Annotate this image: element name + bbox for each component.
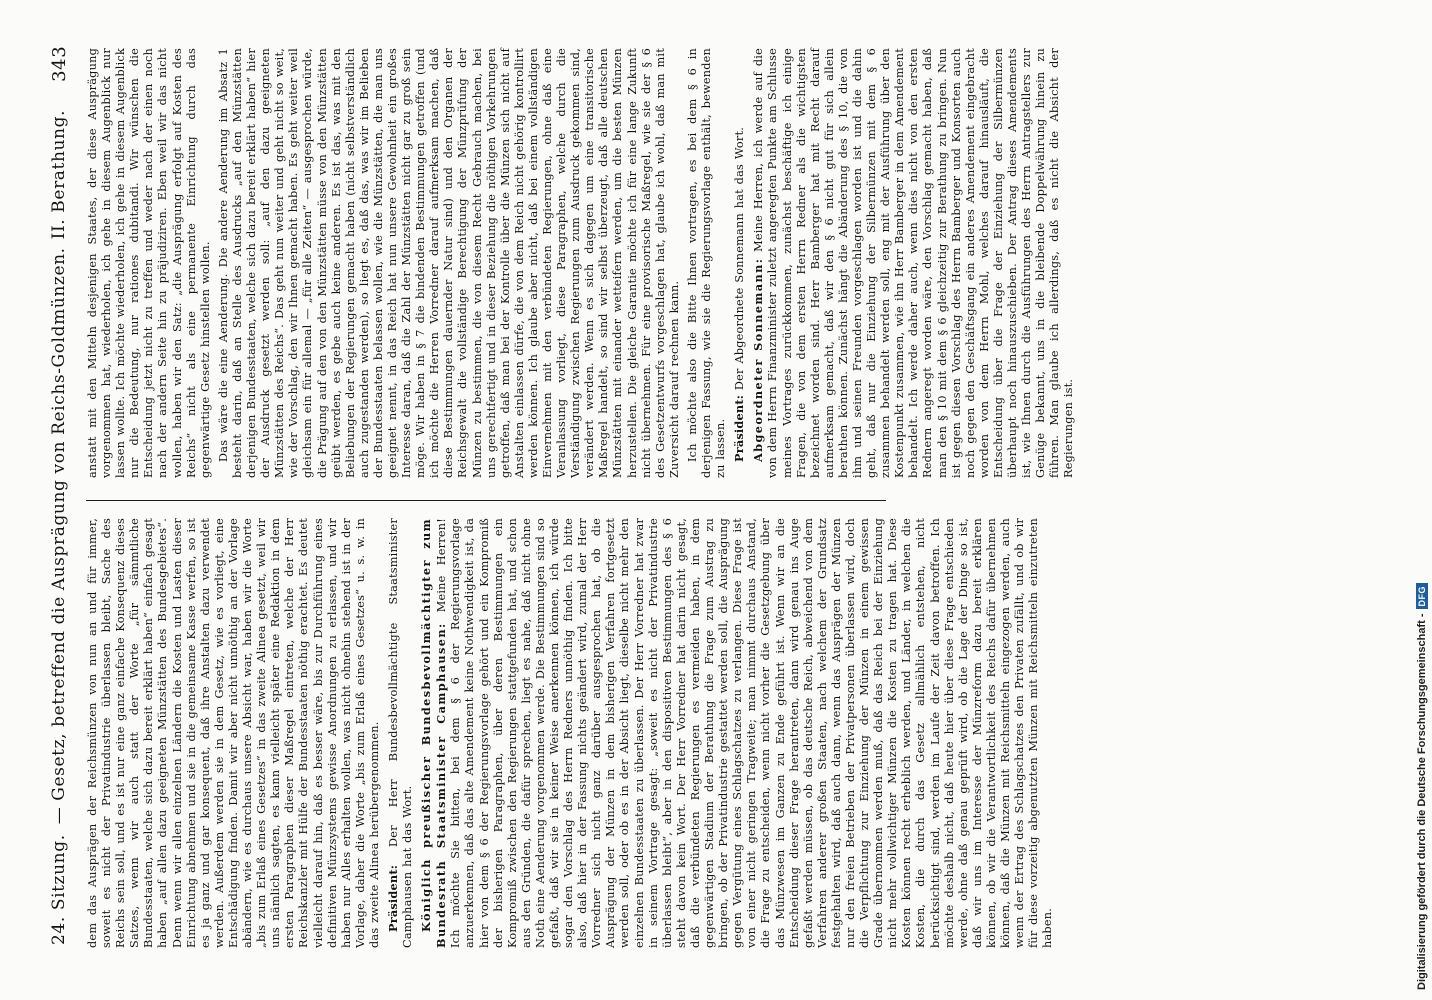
speaker-label: Abgeordneter Sonnemann: xyxy=(751,257,766,462)
speaker-label: Königlich preußischer Bundesbevollmächtigter zum Bundesrath Staatsminister Camphausen: xyxy=(419,518,449,948)
session-label: 24. Sitzung. xyxy=(49,834,69,945)
paragraph-text: Meine Herren, ich werde auf die von dem Herrn Finanzminister zuletzt angeregten Punkte am Schlusse meines Vortrages zurückkommen, zunächst beschäftige ich einige Fragen, die von dem ersten Herrn Redner als die wichtigsten bezeichnet worden sind. Herr Bamberger hat mit Recht darauf aufmerksam gemacht, daß wir den § 6 nicht gut für sich allein berathen können. Zunächst hängt die Abänderung des § 10, die von ihm und seinen Freunden vorgeschlagen worden ist und die dahin geht, daß nur die Einziehung der Silbermünzen mit dem § 6 zusammen behandelt werden soll, eng mit der Ausführung über den Kostenpunkt zusammen, wie ihn Herr Bamberger in dem Amendement behandelt. Ich werde daher auch, wenn dies nicht von den ersten Rednern angeregt worden wäre, den Vorschlag gemacht haben, daß man den § 10 mit dem § 6 gleichzeitig zur Berathung zu bringen. Nun ist gegen diesen Vorschlag des Herrn Bamberger und Konsorten auch noch gegen den Geschäftsgang ein anderes Amendement eingebracht worden von dem Herrn Mohl, welches darauf hinausläuft, die Entscheidung über die Frage der Einziehung der Silbermünzen überhaupt noch hinauszuschieben. Der Antrag dieses Amendements ist, wie Ihnen durch die Ausführungen des Herrn Antragstellers zur Genüge bekannt, uns in die bleibende Doppelwährung hinein zu führen. Man glaube ich allerdings, daß es nicht die Absicht der Regierungen ist. xyxy=(752,48,1076,478)
paragraph xyxy=(386,518,415,948)
law-title: — Gesetz, betreffend die Ausprägung von Reichs-Goldmünzen. xyxy=(49,247,69,825)
paragraph: anstatt mit den Mitteln desjenigen Staates, der diese Ausprägung vorgenommen hat, wiederholen, ich gehe in diesem Augenblick nur lassen wollte. Ich möchte wiederholen, ich gehe in diesem Augenblick nur die Bedeutung, nur rationes dubitandi. Wir wünschen die Entscheidung jetzt nicht zu treffen und weder nach der einen noch nach der andern Seite hin zu präjudiziren. Eben weil wir das nicht wollen, haben wir den Satz: „die Ausprägung erfolgt auf Kosten des Reichs“ nicht als eine permanente Einrichtung durch das gegenwärtige Gesetz hinstellen wollen. xyxy=(86,48,212,478)
running-header xyxy=(42,45,76,945)
paragraph-text: Meine Herren! Ich möchte Sie bitten, bei dem § 6 der Regierungsvorlage anzuerkennen, daß das alte Amendement keine Nothwendigkeit ist, da hier von dem § 6 der Regierungsvorlage gehört und ein Kompromiß der bisherigen Paragraphen, über deren Bestimmungen ein Kompromiß zwischen den Regierungen stattgefunden hat, und schon aus den Gründen, die dafür sprechen, liegt es nahe, daß nicht ohne Noth eine Aenderung vorgenommen werde. Die Bestimmungen sind so gefaßt, daß wir sie in keiner Weise anerkennen können, ich würde sogar den Vorschlag des Herrn Redners unnöthig finden. Ich bitte also, daß hier in der Fassung nichts geändert wird, zumal der Herr Vorredner sich nicht ganz darüber ausgesprochen hat, ob die Ausprägung der Münzen in dem bisherigen Verfahren fortgesetzt werden soll, oder ob es in der Absicht liegt, dieselbe nicht mehr den einzelnen Bundesstaaten zu überlassen. Der Herr Vorredner hat zwar in seinem Vortrage gesagt: „soweit es nicht der Privatindustrie überlassen bleibt“, aber in den dispositiven Bestimmungen des § 6 steht davon kein Wort. Der Herr Vorredner hat darin nicht gesagt, daß die verbündeten Regierungen es vermeiden haben, in dem gegenwärtigen Stadium der Berathung die Frage zum Austrag zu bringen, ob der Privatindustrie gestattet werden soll, die Ausprägung gegen Vergütung eines Schlagschatzes zu verlangen. Diese Frage ist von einer nicht geringen Tragweite; man nimmt durchaus Anstand, die Frage zu entscheiden, wenn nicht vorher die Gesetzgebung über das Münzwesen im Ganzen zu Ende geführt ist. Wenn wir an die Entscheidung dieser Frage herantreten, dann wird genau ins Auge gefaßt werden müssen, ob das deutsche Reich, abweichend von dem Verfahren anderer großen Staaten, nach welchem der Grundsatz festgehalten wird, daß auch dann, wenn das Ausprägen der Münzen nur den freien Betrieben der Privatpersonen überlassen wird, doch die Verpflichtung zur Einziehung der Münzen in einem gewissen Grade übernommen werden muß, daß das Reich bei der Einziehung nicht mehr vollwichtiger Münzen die Kosten zu tragen hat. Diese Kosten können recht erheblich werden, und Länder, in welchen die Kosten, die durch das Gesetz allmählich entstehen, nicht berücksichtigt sind, werden im Laufe der Zeit davon betroffen. Ich möchte deshalb nicht, daß heute hier über diese Frage entschieden werde, ohne daß genau geprüft wird, ob die Lage der Dinge so ist, daß wir uns im Interesse der Münzreform dazu bereit erklären können, ob wir die Verantwortlichkeit des Reichs dafür übernehmen können, daß die Münzen mit Reichsmitteln eingezogen werden, auch wenn der Ertrag des Schlagschatzes den Privaten zufällt, und ob wir für diese vorzeitig abgenutzten Münzen mit Reichsmitteln einzutreten haben. xyxy=(435,518,1055,948)
left-column xyxy=(86,518,1055,948)
paragraph: Das wäre die eine Aenderung. Die andere Aenderung im Absatz 1 besteht darin, daß an Stelle des Ausdrucks „auf den Münzstätten derjenigen Bundesstaaten, welche sich dazu bereit erklärt haben“ hier der Ausdruck gesetzt werden soll: „auf den dazu geeigneten Münzstätten des Reichs“. Das geht nun weiter und geht nicht so weit, wie der Vorschlag, den wir Ihnen gemacht haben. Es geht weiter weil gleichsam ein für allemal — „für alle Zeiten“ — ausgesprochen würde, die Prägung auf den von den Münzstätten müsse von den Münzstätten geübt werden, es gebe auch keine anderen. Es ist das, was mit den Beliebungen der Regierungen gemacht haben (nicht selbstverständlich auch zugestanden werden), so liegt es, daß das, was wir im Belieben der Bundesstaaten belassen wollen, wie die Münzstätten, die man uns geeignet nennt, in das Reich hat nun unsere Gewohnheit ein großes Interesse daran, daß die Zahl der Münzstätten nicht gar zu groß sein möge. Wir haben in § 7 die bindenden Bestimmungen getroffen (und ich möchte die Herren Vorredner darauf aufmerksam machen, daß diese Bestimmungen dauernder Natur sind) und den Organen der Reichsgewalt die vollständige Berechtigung der Münzprüfung der Münzen zu bestimmen, die von diesem Recht Gebrauch machen, bei uns gerechtfertigt und in dieser Beziehung die nöthigen Vorkehrungen getroffen, daß man bei der Kontrolle über die Münzen sich nicht auf Anstalten einlassen dürfe, die von dem Reich nicht gehörig kontrollirt werden können. Ich glaube aber nicht, daß bei einem vollständigen Einvernehmen mit den verbündeten Regierungen, ohne daß eine Veranlassung vorliegt, diese Paragraphen, welche durch die Verständigung zwischen Regierungen zum Ausdruck gekommen sind, verändert werden. Wenn es sich dagegen um eine transitorische Maßregel handelt, so sind wir selbst überzeugt, daß alle deutschen Münzstätten mit einander wetteifern werden, um die besten Münzen herzustellen. Die gleiche Garantie möchte ich für eine lange Zukunft nicht übernehmen. Für eine provisorische Maßregel, wie sie der § 6 des Gesetzentwurfs vorgeschlagen hat, glaube ich wohl, daß man mit Zuversicht darauf rechnen kann. xyxy=(216,48,681,478)
page-number: 343 xyxy=(48,45,70,82)
paragraph xyxy=(419,518,1055,948)
reading-label: II. Berathung. xyxy=(49,109,69,240)
speaker-label: Präsident: xyxy=(732,394,747,462)
paragraph-text: Der Abgeordnete Sonnemann hat das Wort. xyxy=(733,127,747,391)
paragraph: Ich möchte also die Bitte Ihnen vortragen, es bei dem § 6 in derjenigen Fassung, wie sie die Regierungsvorlage enthält, bewenden zu lassen. xyxy=(685,48,728,478)
credit-text: Digitalisierung gefördert durch die Deutsche Forschungsgemeinschaft - xyxy=(1416,613,1428,990)
paragraph xyxy=(751,48,1076,478)
right-column xyxy=(86,48,1076,478)
digitization-credit xyxy=(1416,585,1428,991)
paragraph xyxy=(732,48,747,478)
speaker-label: Präsident: xyxy=(385,864,400,932)
paragraph-text: Der Herr Bundesbevollmächtigte Staatsminister Camphausen hat das Wort. xyxy=(386,518,415,948)
column-divider xyxy=(86,500,886,501)
paragraph: dem das Ausprägen der Reichsmünzen von nun an und für immer, soweit es nicht der Privatindustrie überlassen bleibt, Sache des Reichs sein soll, und es ist nur eine ganz einfache Konsequenz dieses Satzes, wenn wir auch statt der Worte „für sämmtliche Bundesstaaten, welche sich dazu bereit erklärt haben“ einfach gesagt haben „auf allen dazu geeigneten Münzstätten des Bundesgebietes“. Denn wenn wir allen einzelnen Ländern die Kosten und Lasten dieser Einrichtung abnehmen und sie in die gemeinsame Kasse werfen, so ist es ja ganz und gar konsequent, daß ihre Anstalten dazu verwendet werden. Außerdem werden sie in dem Gesetz, wie es vorliegt, eine Entschädigung finden. Damit wir aber nicht unnöthig an der Vorlage abändern, wie es durchaus unsere Absicht war, haben wir die Worte „bis zum Erlaß eines Gesetzes“ in das zweite Alinea gesetzt, weil wir uns nämlich sagten, es kann vielleicht später eine Redaktion in dem ersten Paragraphen dieser Maßregel eintreten, welche der Herr Reichskanzler mit Hülfe der Bundesstaaten nöthig erachtet. Es deutet vielleicht darauf hin, daß es besser wäre, bis zur Durchführung eines definitiven Münzsystems gewisse Anordnungen zu erlassen, und wir haben nur Alles erhalten wollen, was nicht ohnehin stehend ist in der Vorlage, daher die Worte „bis zum Erlaß eines Gesetzes“ u. s. w. in das zweite Alinea herübergenommen. xyxy=(86,518,381,948)
dfg-logo: DFG xyxy=(1416,583,1428,610)
